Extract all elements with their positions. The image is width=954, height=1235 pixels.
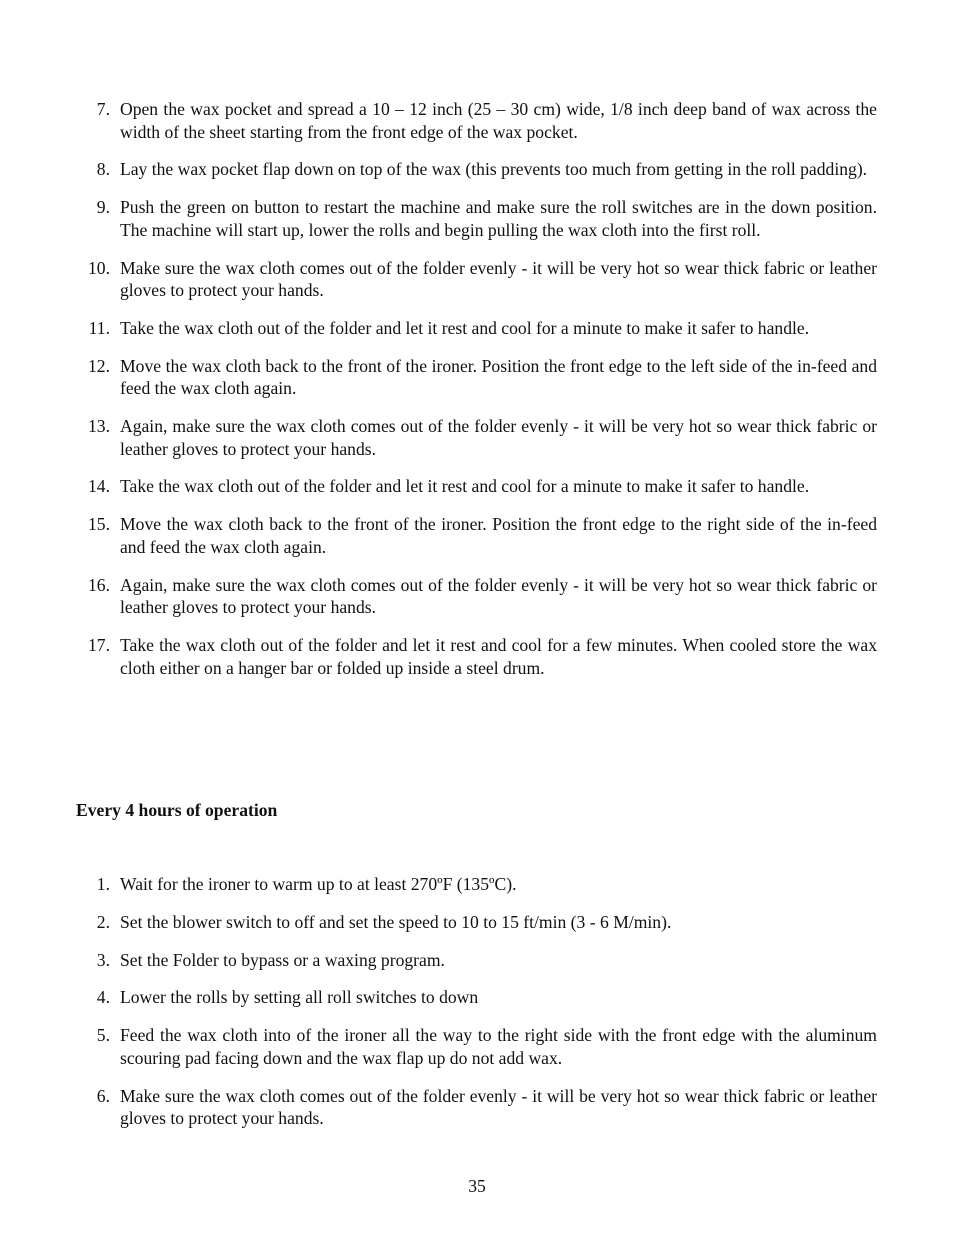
item-text: Make sure the wax cloth comes out of the folder evenly - it will be very hot so wear thick fabric or leather gloves to protect your hands.	[120, 1085, 877, 1129]
item-text: Again, make sure the wax cloth comes out of the folder evenly - it will be very hot so wear thick fabric or leather gloves to protect your hands.	[120, 574, 877, 618]
list-item	[76, 986, 877, 1009]
item-text: Wait for the ironer to warm up to at least 270ºF (135ºC).	[120, 874, 517, 894]
item-text: Again, make sure the wax cloth comes out of the folder evenly - it will be very hot so wear thick fabric or leather gloves to protect your hands.	[120, 416, 877, 459]
list-item	[76, 415, 877, 460]
list-item	[76, 257, 877, 302]
item-number: 13.	[88, 416, 110, 437]
list-item	[76, 1085, 877, 1130]
list-item	[76, 196, 877, 241]
item-number: 8.	[96, 159, 110, 180]
list-item	[76, 475, 877, 498]
item-text: Set the blower switch to off and set the speed to 10 to 15 ft/min (3 - 6 M/min).	[120, 911, 672, 932]
procedure-list-continued	[76, 98, 877, 694]
list-item	[76, 873, 877, 896]
item-number: 14.	[88, 476, 110, 497]
item-text: Lay the wax pocket flap down on top of the wax (this prevents too much from getting in the roll padding).	[120, 159, 868, 180]
item-text: Set the Folder to bypass or a waxing program.	[120, 949, 445, 970]
list-item	[76, 949, 877, 972]
item-number: 7.	[96, 99, 110, 119]
item-number: 11.	[88, 317, 110, 338]
list-item	[76, 355, 877, 400]
item-text: Push the green on button to restart the machine and make sure the roll switches are in the down position. The machine will start up, lower the rolls and begin pulling the wax cloth into the first roll.	[120, 197, 877, 240]
procedure-list-4-hours	[76, 873, 877, 1145]
item-text: Lower the rolls by setting all roll switches to down	[120, 987, 479, 1008]
item-number: 5.	[96, 1025, 110, 1046]
item-number: 15.	[88, 514, 110, 535]
list-item	[76, 158, 877, 181]
item-text: Move the wax cloth back to the front of the ironer. Position the front edge to the left side of the in-feed and feed the wax cloth again.	[120, 355, 877, 399]
item-text: Take the wax cloth out of the folder and let it rest and cool for a minute to make it safer to handle.	[120, 476, 810, 497]
item-text: Take the wax cloth out of the folder and let it rest and cool for a minute to make it safer to handle.	[120, 317, 810, 338]
section-heading: Every 4 hours of operation	[76, 800, 278, 820]
list-item	[76, 513, 877, 558]
item-number: 12.	[88, 355, 110, 376]
item-number: 2.	[96, 911, 110, 932]
item-number: 6.	[96, 1085, 110, 1106]
item-text: Feed the wax cloth into of the ironer all the way to the right side with the front edge with the aluminum scouring pad facing down and the wax flap up do not add wax.	[120, 1025, 877, 1068]
item-text: Open the wax pocket and spread a 10 – 12 inch (25 – 30 cm) wide, 1/8 inch deep band of wax across the width of the sheet starting from the front edge of the wax pocket.	[120, 99, 877, 142]
item-number: 3.	[96, 949, 110, 970]
item-number: 16.	[88, 574, 110, 595]
list-item	[76, 911, 877, 934]
item-number: 9.	[96, 197, 110, 218]
list-item	[76, 98, 877, 143]
item-number: 4.	[96, 987, 110, 1008]
list-item	[76, 317, 877, 340]
item-text: Take the wax cloth out of the folder and let it rest and cool for a few minutes. When cooled store the wax cloth either on a hanger bar or folded up inside a steel drum.	[120, 634, 877, 678]
item-text: Move the wax cloth back to the front of the ironer. Position the front edge to the right side of the in-feed and feed the wax cloth again.	[120, 514, 877, 557]
item-number: 17.	[88, 634, 110, 655]
item-text: Make sure the wax cloth comes out of the folder evenly - it will be very hot so wear thick fabric or leather gloves to protect your hands.	[120, 257, 877, 301]
list-item	[76, 634, 877, 679]
item-number: 10.	[88, 257, 110, 278]
list-item	[76, 1024, 877, 1069]
page-number: 35	[468, 1176, 486, 1196]
item-number: 1.	[96, 874, 110, 894]
list-item	[76, 574, 877, 619]
